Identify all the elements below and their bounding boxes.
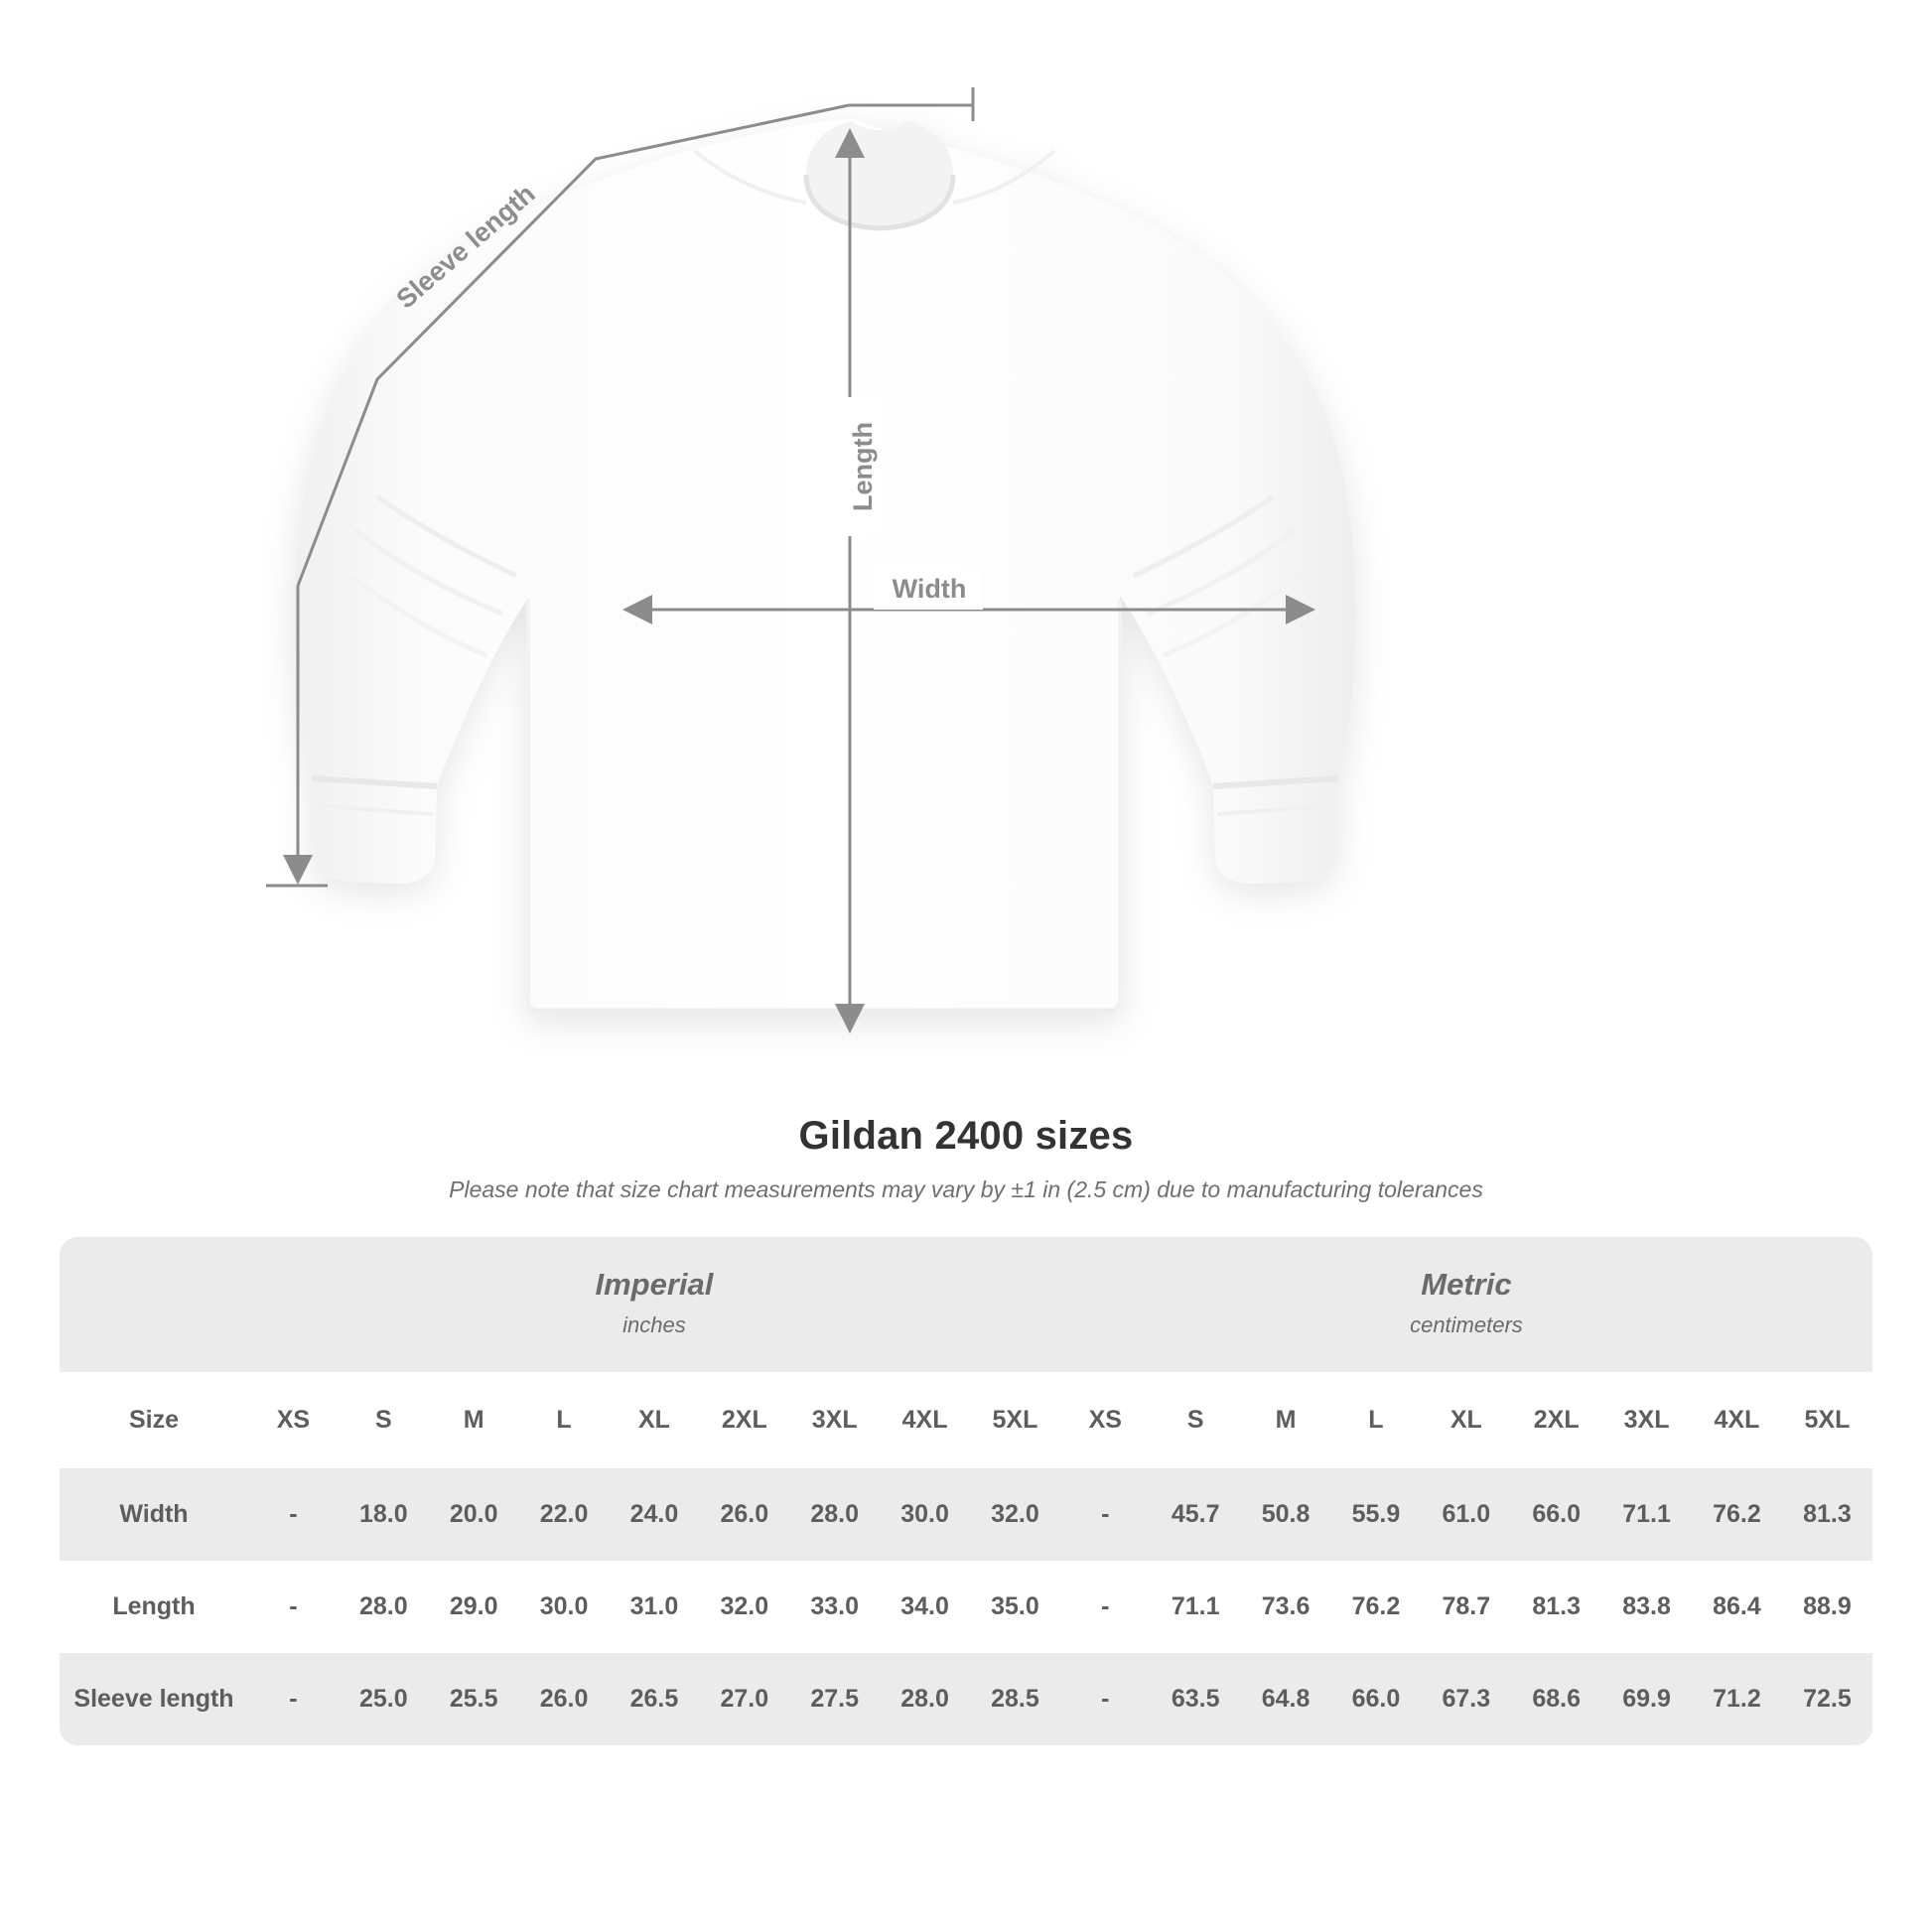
cell-width-metric-xl: 61.0	[1421, 1468, 1511, 1561]
cell-sleeve-imperial-3xl: 27.5	[789, 1653, 880, 1745]
cell-length-imperial-m: 29.0	[429, 1561, 519, 1653]
cell-sleeve-metric-s: 63.5	[1151, 1653, 1241, 1745]
col-header-imperial-s: S	[339, 1372, 429, 1468]
cell-sleeve-imperial-m: 25.5	[429, 1653, 519, 1745]
cell-width-imperial-2xl: 26.0	[699, 1468, 789, 1561]
cell-width-imperial-5xl: 32.0	[970, 1468, 1060, 1561]
cell-length-imperial-s: 28.0	[339, 1561, 429, 1653]
unit-metric-sub: centimeters	[1410, 1312, 1523, 1337]
cell-sleeve-metric-m: 64.8	[1241, 1653, 1331, 1745]
cell-length-imperial-5xl: 35.0	[970, 1561, 1060, 1653]
cell-width-metric-5xl: 81.3	[1782, 1468, 1872, 1561]
row-label-sleeve-length: Sleeve length	[60, 1653, 248, 1745]
cell-sleeve-metric-2xl: 68.6	[1511, 1653, 1601, 1745]
cell-width-imperial-l: 22.0	[519, 1468, 610, 1561]
col-header-imperial-4xl: 4XL	[880, 1372, 970, 1468]
col-header-metric-m: M	[1241, 1372, 1331, 1468]
unit-metric-name: Metric	[1421, 1267, 1512, 1302]
cell-sleeve-metric-xl: 67.3	[1421, 1653, 1511, 1745]
col-header-metric-xs: XS	[1060, 1372, 1151, 1468]
size-header-row	[60, 1372, 1872, 1468]
col-header-imperial-3xl: 3XL	[789, 1372, 880, 1468]
size-table	[60, 1237, 1872, 1745]
cell-width-metric-l: 55.9	[1331, 1468, 1422, 1561]
cell-width-metric-m: 50.8	[1241, 1468, 1331, 1561]
cell-length-metric-2xl: 81.3	[1511, 1561, 1601, 1653]
table-row-width	[60, 1468, 1872, 1561]
col-header-imperial-m: M	[429, 1372, 519, 1468]
col-header-metric-xl: XL	[1421, 1372, 1511, 1468]
col-header-metric-2xl: 2XL	[1511, 1372, 1601, 1468]
width-label	[874, 566, 983, 610]
title-block	[0, 1114, 1932, 1203]
cell-width-metric-3xl: 71.1	[1601, 1468, 1692, 1561]
size-header-label: Size	[60, 1372, 248, 1468]
cell-width-imperial-s: 18.0	[339, 1468, 429, 1561]
cell-length-metric-l: 76.2	[1331, 1561, 1422, 1653]
cell-sleeve-metric-l: 66.0	[1331, 1653, 1422, 1745]
cell-sleeve-imperial-xl: 26.5	[610, 1653, 700, 1745]
cell-length-imperial-xl: 31.0	[610, 1561, 700, 1653]
cell-width-imperial-xl: 24.0	[610, 1468, 700, 1561]
cell-width-imperial-xs: -	[248, 1468, 339, 1561]
col-header-metric-5xl: 5XL	[1782, 1372, 1872, 1468]
col-header-imperial-5xl: 5XL	[970, 1372, 1060, 1468]
cell-width-metric-2xl: 66.0	[1511, 1468, 1601, 1561]
size-table-wrapper	[60, 1237, 1872, 1745]
cell-sleeve-imperial-4xl: 28.0	[880, 1653, 970, 1745]
col-header-imperial-xl: XL	[610, 1372, 700, 1468]
row-label-width: Width	[60, 1468, 248, 1561]
cell-length-metric-5xl: 88.9	[1782, 1561, 1872, 1653]
cell-length-metric-xl: 78.7	[1421, 1561, 1511, 1653]
cell-sleeve-imperial-s: 25.0	[339, 1653, 429, 1745]
cell-sleeve-imperial-5xl: 28.5	[970, 1653, 1060, 1745]
cell-length-imperial-3xl: 33.0	[789, 1561, 880, 1653]
col-header-metric-s: S	[1151, 1372, 1241, 1468]
cell-length-metric-s: 71.1	[1151, 1561, 1241, 1653]
col-header-metric-l: L	[1331, 1372, 1422, 1468]
cell-sleeve-metric-3xl: 69.9	[1601, 1653, 1692, 1745]
cell-width-metric-4xl: 76.2	[1692, 1468, 1782, 1561]
col-header-imperial-2xl: 2XL	[699, 1372, 789, 1468]
cell-length-imperial-xs: -	[248, 1561, 339, 1653]
cell-length-metric-m: 73.6	[1241, 1561, 1331, 1653]
cell-width-imperial-3xl: 28.0	[789, 1468, 880, 1561]
col-header-imperial-xs: XS	[248, 1372, 339, 1468]
unit-group-metric	[1060, 1237, 1872, 1372]
unit-header-row	[60, 1237, 1872, 1372]
unit-imperial-name: Imperial	[595, 1267, 714, 1302]
cell-sleeve-metric-4xl: 71.2	[1692, 1653, 1782, 1745]
table-corner-cell	[60, 1237, 248, 1372]
cell-sleeve-metric-5xl: 72.5	[1782, 1653, 1872, 1745]
cell-sleeve-imperial-xs: -	[248, 1653, 339, 1745]
cell-width-imperial-4xl: 30.0	[880, 1468, 970, 1561]
unit-imperial-sub: inches	[622, 1312, 686, 1337]
svg-text:Length: Length	[848, 422, 878, 511]
svg-text:Sleeve length: Sleeve length	[390, 178, 541, 315]
cell-width-imperial-m: 20.0	[429, 1468, 519, 1561]
table-row-length	[60, 1561, 1872, 1653]
cell-length-imperial-4xl: 34.0	[880, 1561, 970, 1653]
col-header-metric-3xl: 3XL	[1601, 1372, 1692, 1468]
page-title: Gildan 2400 sizes	[798, 1114, 1134, 1158]
cell-sleeve-imperial-2xl: 27.0	[699, 1653, 789, 1745]
col-header-imperial-l: L	[519, 1372, 610, 1468]
col-header-metric-4xl: 4XL	[1692, 1372, 1782, 1468]
table-row-sleeve-length	[60, 1653, 1872, 1745]
cell-length-metric-xs: -	[1060, 1561, 1151, 1653]
unit-group-imperial	[248, 1237, 1060, 1372]
cell-sleeve-imperial-l: 26.0	[519, 1653, 610, 1745]
cell-length-imperial-l: 30.0	[519, 1561, 610, 1653]
cell-sleeve-metric-xs: -	[1060, 1653, 1151, 1745]
cell-length-metric-4xl: 86.4	[1692, 1561, 1782, 1653]
tolerance-note: Please note that size chart measurements may vary by ±1 in (2.5 cm) due to manufacturing tolerances	[449, 1176, 1483, 1202]
svg-text:Width: Width	[892, 574, 967, 604]
cell-length-metric-3xl: 83.8	[1601, 1561, 1692, 1653]
row-label-length: Length	[60, 1561, 248, 1653]
cell-width-metric-s: 45.7	[1151, 1468, 1241, 1561]
length-label	[840, 397, 880, 536]
cell-length-imperial-2xl: 32.0	[699, 1561, 789, 1653]
cell-width-metric-xs: -	[1060, 1468, 1151, 1561]
